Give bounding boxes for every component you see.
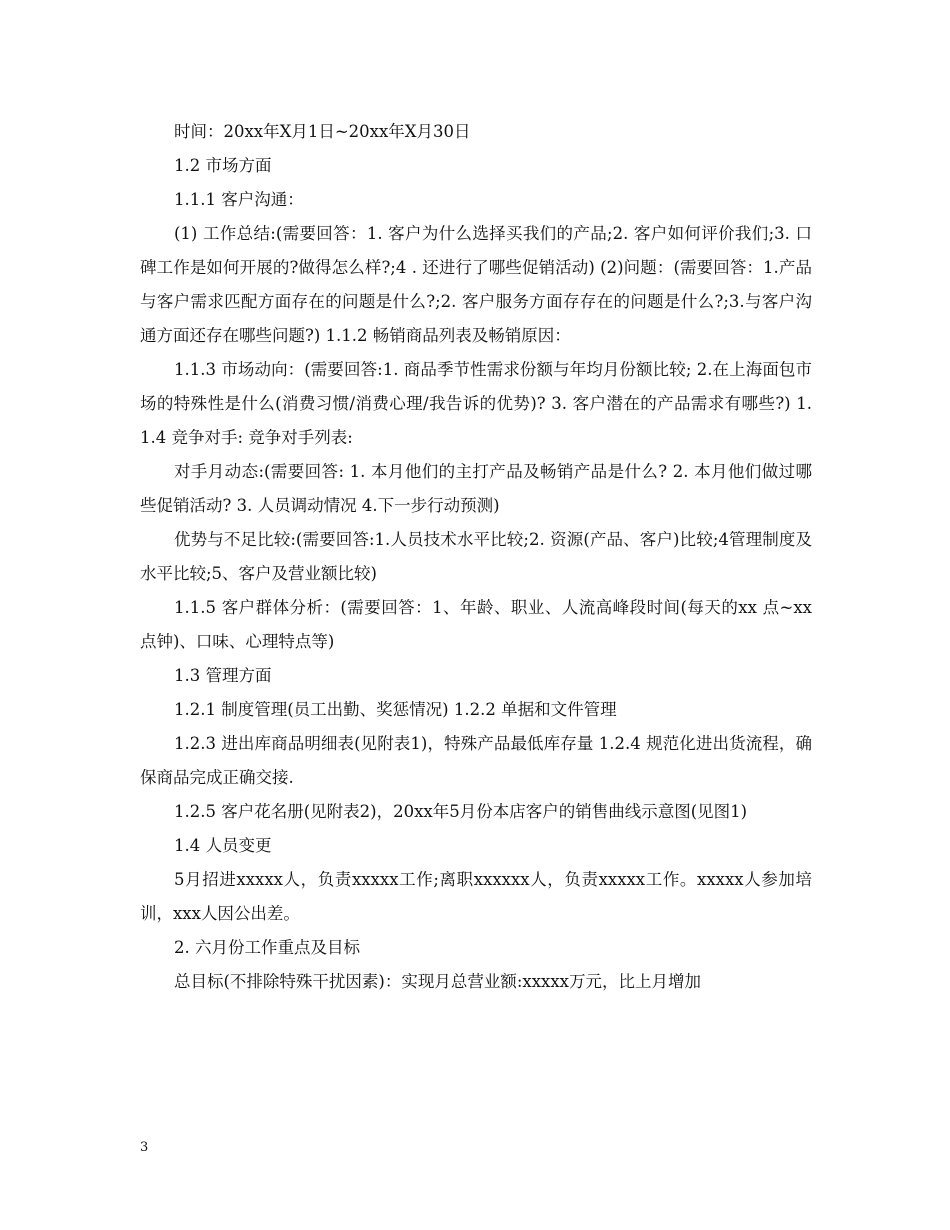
paragraph-customer-roster: 1.2.5 客户花名册(见附表2)，20xx年5月份本店客户的销售曲线示意图(见图1): [174, 802, 748, 821]
paragraph-customer-communication: 1.1.1 客户沟通：: [174, 190, 304, 209]
paragraph-personnel-heading: 1.4 人员变更: [174, 836, 272, 855]
paragraph-customer-analysis: 1.1.5 客户群体分析：(需要回答：1、年龄、职业、人流高峰段时间(每天的xx 点~xx点钟)、口味、心理特点等): [140, 598, 812, 651]
paragraph-management-heading: 1.3 管理方面: [174, 666, 272, 685]
paragraph-inventory: 1.2.3 进出库商品明细表(见附表1)，特殊产品最低库存量 1.2.4 规范化进出货流程，确保商品完成正确交接.: [140, 734, 812, 787]
paragraph-time: 时间：20xx年X月1日~20xx年X月30日: [174, 122, 471, 141]
paragraph-overall-goal: 总目标(不排除特殊干扰因素)：实现月总营业额:xxxxx万元，比上月增加: [174, 972, 701, 991]
paragraph-competitor-dynamics: 对手月动态:(需要回答: 1. 本月他们的主打产品及畅销产品是什么? 2. 本月他们做过哪些促销活动? 3. 人员调动情况 4.下一步行动预测): [140, 462, 812, 515]
paragraph-strength-comparison: 优势与不足比较:(需要回答:1.人员技术水平比较;2. 资源(产品、客户)比较;4管理制度及水平比较;5、客户及营业额比较): [140, 530, 812, 583]
page-number: 3: [140, 1140, 149, 1155]
paragraph-market-heading: 1.2 市场方面: [174, 156, 272, 175]
document-body: [140, 115, 812, 999]
paragraph-june-goals-heading: 2. 六月份工作重点及目标: [174, 938, 360, 957]
paragraph-system-management: 1.2.1 制度管理(员工出勤、奖惩情况) 1.2.2 单据和文件管理: [174, 700, 617, 719]
paragraph-market-trend: 1.1.3 市场动向：(需要回答:1. 商品季节性需求份额与年均月份额比较; 2.在上海面包市场的特殊性是什么(消费习惯/消费心理/我告诉的优势)? 3. 客户潜在的产品需求有哪些?) 1.1.4 竞争对手: 竞争对手列表:: [140, 360, 812, 447]
paragraph-personnel-changes: 5月招进xxxxx人，负责xxxxx工作;离职xxxxxx人，负责xxxxx工作。xxxxx人参加培训，xxx人因公出差。: [140, 870, 812, 923]
paragraph-work-summary: (1) 工作总结:(需要回答：1. 客户为什么选择买我们的产品;2. 客户如何评价我们;3. 口碑工作是如何开展的?做得怎么样?;4 . 还进行了哪些促销活动) (2)问题：(需要回答：1.产品与客户需求匹配方面存在的问题是什么?;2. 客户服务方面存存在的问题是什么?;3.与客户沟通方面还存在哪些问题?) 1.1.2 畅销商品列表及畅销原因：: [140, 224, 812, 345]
